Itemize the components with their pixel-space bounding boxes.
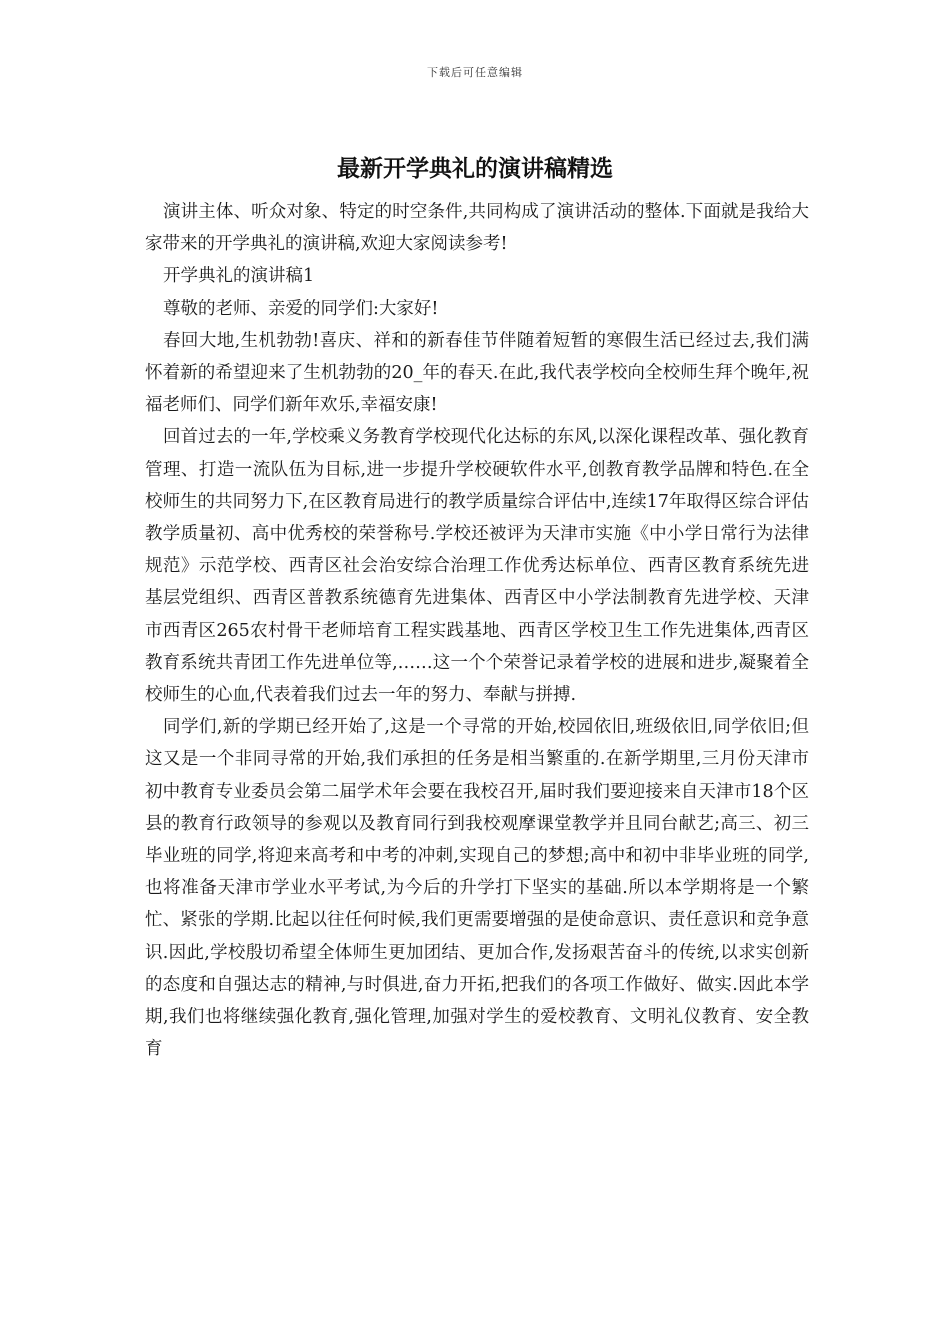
paragraph-spring: 春回大地,生机勃勃!喜庆、祥和的新春佳节伴随着短暂的寒假生活已经过去,我们满怀着新的希望迎来了生机勃勃的20_年的春天.在此,我代表学校向全校师生拜个晚年,祝福老师们、同学们新年欢乐,幸福安康!: [145, 330, 809, 416]
paragraph-new-term: 同学们,新的学期已经开始了,这是一个寻常的开始,校园依旧,班级依旧,同学依旧;但这又是一个非同寻常的开始,我们承担的任务是相当繁重的.在新学期里,三月份天津市初中教育专业委员会第二届学术年会要在我校召开,届时我们要迎接来自天津市18个区县的教育行政领导的参观以及教育同行到我校观摩课堂教学并且同台献艺;高三、初三毕业班的同学,将迎来高考和中考的冲刺,实现自己的梦想;高中和初中非毕业班的同学,也将准备天津市学业水平考试,为今后的升学打下坚实的基础.所以本学期将是一个繁忙、紧张的学期.比起以往任何时候,我们更需要增强的是使命意识、责任意识和竞争意识.因此,学校殷切希望全体师生更加团结、更加合作,发扬艰苦奋斗的传统,以求实创新的态度和自强达志的精神,与时俱进,奋力开拓,把我们的各项工作做好、做实.因此本学期,我们也将继续强化教育,强化管理,加强对学生的爱校教育、文明礼仪教育、安全教育: [145, 717, 809, 1060]
paragraph-intro: 演讲主体、听众对象、特定的时空条件,共同构成了演讲活动的整体.下面就是我给大家带来的开学典礼的演讲稿,欢迎大家阅读参考!: [145, 202, 809, 255]
header-note: 下载后可任意编辑: [427, 66, 523, 79]
paragraph-greeting: 尊敬的老师、亲爱的同学们:大家好!: [163, 298, 439, 319]
paragraph-review: 回首过去的一年,学校乘义务教育学校现代化达标的东风,以深化课程改革、强化教育管理、打造一流队伍为目标,进一步提升学校硬软件水平,创教育教学品牌和特色.在全校师生的共同努力下,在区教育局进行的教学质量综合评估中,连续17年取得区综合评估教学质量初、高中优秀校的荣誉称号.学校还被评为天津市实施《中小学日常行为法律规范》示范学校、西青区社会治安综合治理工作优秀达标单位、西青区教育系统先进基层党组织、西青区普教系统德育先进集体、西青区中小学法制教育先进学校、天津市西青区265农村骨干老师培育工程实践基地、西青区学校卫生工作先进集体,西青区教育系统共青团工作先进单位等,……这一个个荣誉记录着学校的进展和进步,凝聚着全校师生的心血,代表着我们过去一年的努力、奉献与拼搏.: [145, 427, 809, 706]
document-body: [145, 196, 809, 1065]
paragraph-speech-heading: 开学典礼的演讲稿1: [163, 266, 315, 287]
document-title: 最新开学典礼的演讲稿精选: [337, 155, 613, 182]
